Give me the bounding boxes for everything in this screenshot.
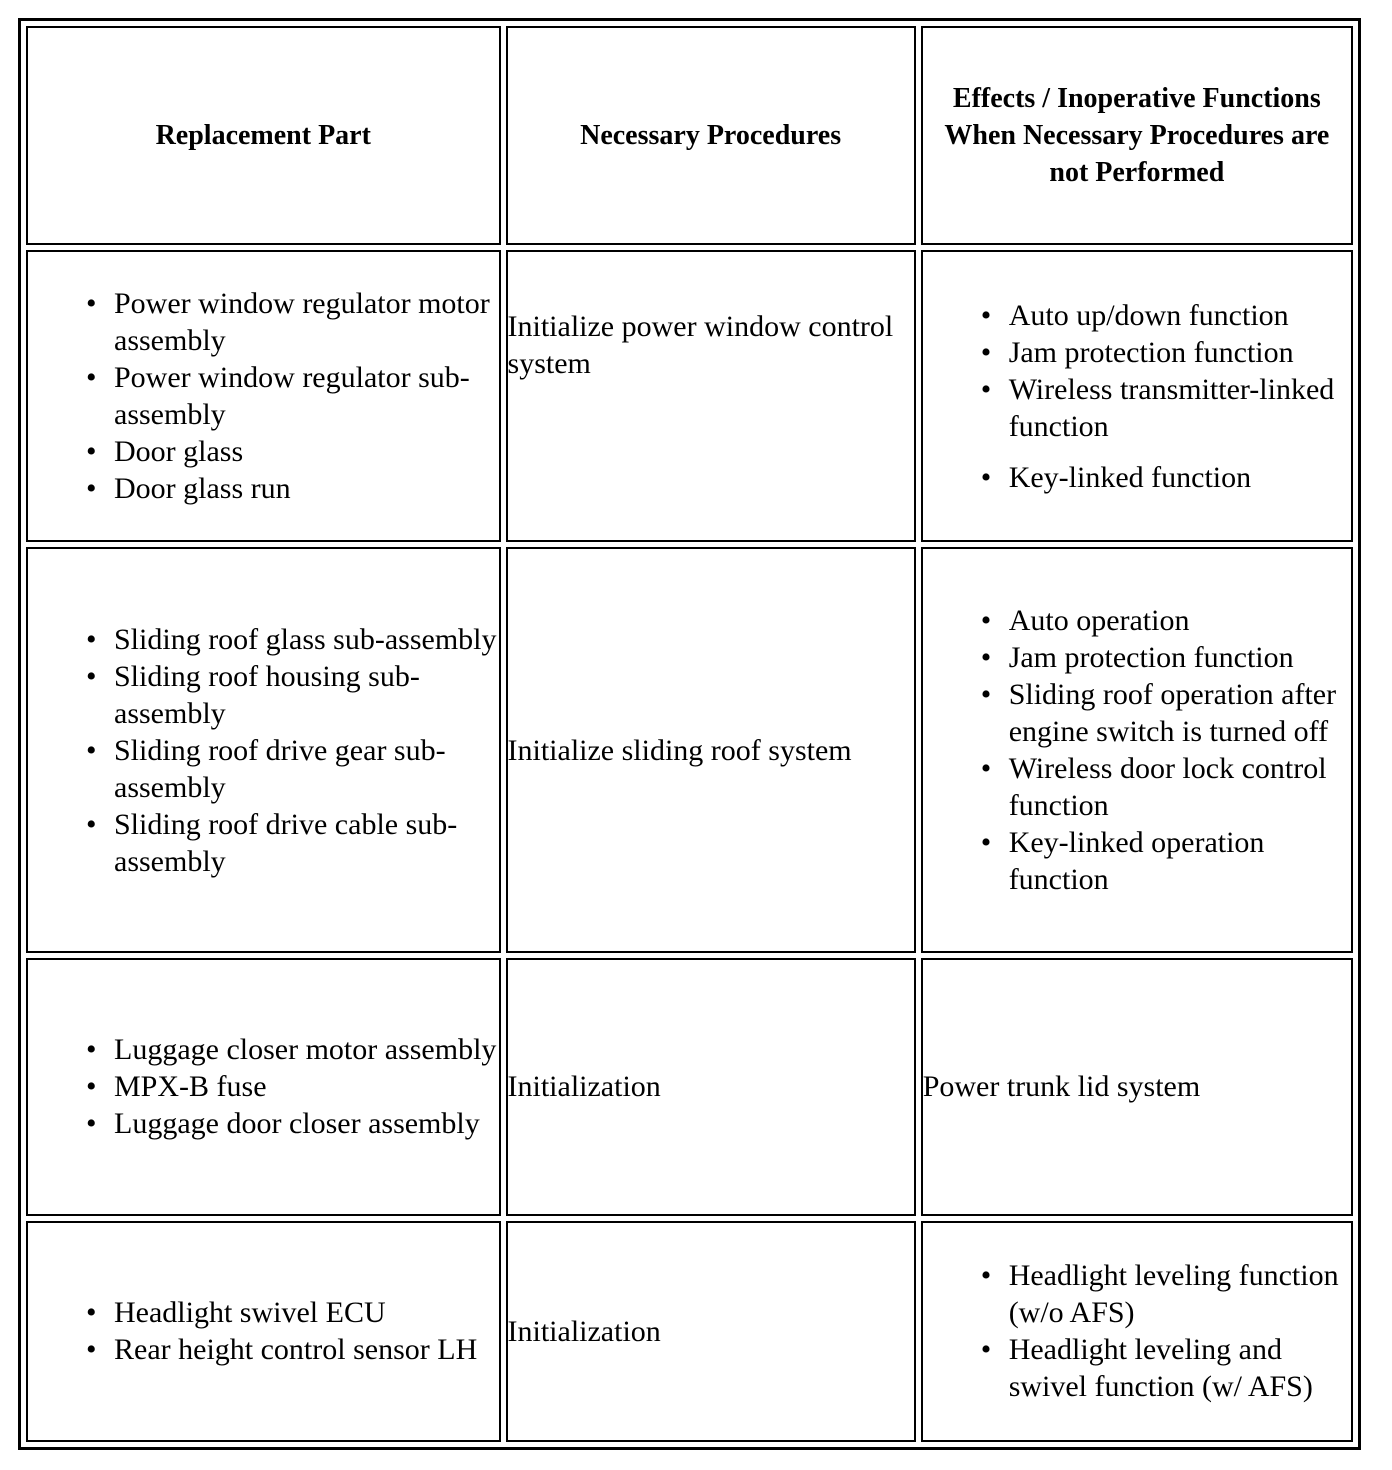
list-item: • Sliding roof housing sub-assembly: [114, 658, 499, 732]
parts-list: [28, 1294, 499, 1368]
list-item: • Headlight leveling function (w/o AFS): [1009, 1257, 1351, 1331]
list-item: • Sliding roof drive gear sub-assembly: [114, 732, 499, 806]
table-row: [26, 547, 1353, 953]
effects-list: [923, 297, 1351, 496]
procedure-cell: Initialize power window control system: [506, 250, 916, 542]
list-item: • Auto operation: [1009, 602, 1351, 639]
parts-cell: [26, 547, 501, 953]
parts-list: [28, 285, 499, 507]
list-item: • Auto up/down function: [1009, 297, 1351, 334]
list-item: • Sliding roof glass sub-assembly: [114, 621, 499, 658]
effects-cell: [921, 547, 1353, 953]
effects-list: [923, 1257, 1351, 1405]
list-item: • Headlight swivel ECU: [114, 1294, 499, 1331]
procedure-cell: Initialize sliding roof system: [506, 547, 916, 953]
header-effects: Effects / Inoperative Functions When Necessary Procedures are not Performed: [921, 26, 1353, 245]
table-header-row: [26, 26, 1353, 245]
list-item: • Wireless transmitter-linked function: [1009, 371, 1351, 445]
list-item: • Key-linked operation function: [1009, 824, 1351, 898]
list-item: • Door glass run: [114, 470, 499, 507]
list-item: • Sliding roof operation after engine switch is turned off: [1009, 676, 1351, 750]
table-row: [26, 1221, 1353, 1442]
parts-cell: [26, 1221, 501, 1442]
procedure-cell: Initialization: [506, 958, 916, 1215]
parts-cell: [26, 958, 501, 1215]
effects-cell: Power trunk lid system: [921, 958, 1353, 1215]
table-row: [26, 958, 1353, 1215]
parts-list: [28, 621, 499, 880]
list-item: • Door glass: [114, 433, 499, 470]
header-necessary-procedures: Necessary Procedures: [506, 26, 916, 245]
effects-cell: [921, 250, 1353, 542]
parts-cell: [26, 250, 501, 542]
list-item: • Sliding roof drive cable sub-assembly: [114, 806, 499, 880]
list-item: • Luggage closer motor assembly: [114, 1031, 499, 1068]
effects-list: [923, 602, 1351, 898]
parts-list: [28, 1031, 499, 1142]
procedures-table-container: [18, 18, 1361, 1450]
list-item: • Power window regulator motor assembly: [114, 285, 499, 359]
effects-cell: [921, 1221, 1353, 1442]
list-item: • Jam protection function: [1009, 639, 1351, 676]
list-item: • Luggage door closer assembly: [114, 1105, 499, 1142]
list-item: • MPX-B fuse: [114, 1068, 499, 1105]
procedures-table: [18, 18, 1361, 1450]
list-item: • Rear height control sensor LH: [114, 1331, 499, 1368]
list-item: • Power window regulator sub-assembly: [114, 359, 499, 433]
procedure-cell: Initialization: [506, 1221, 916, 1442]
table-row: [26, 250, 1353, 542]
list-item: • Jam protection function: [1009, 334, 1351, 371]
header-replacement-part: Replacement Part: [26, 26, 501, 245]
list-item: • Headlight leveling and swivel function (w/ AFS): [1009, 1331, 1351, 1405]
list-item: • Wireless door lock control function: [1009, 750, 1351, 824]
list-item: • Key-linked function: [1009, 459, 1351, 496]
